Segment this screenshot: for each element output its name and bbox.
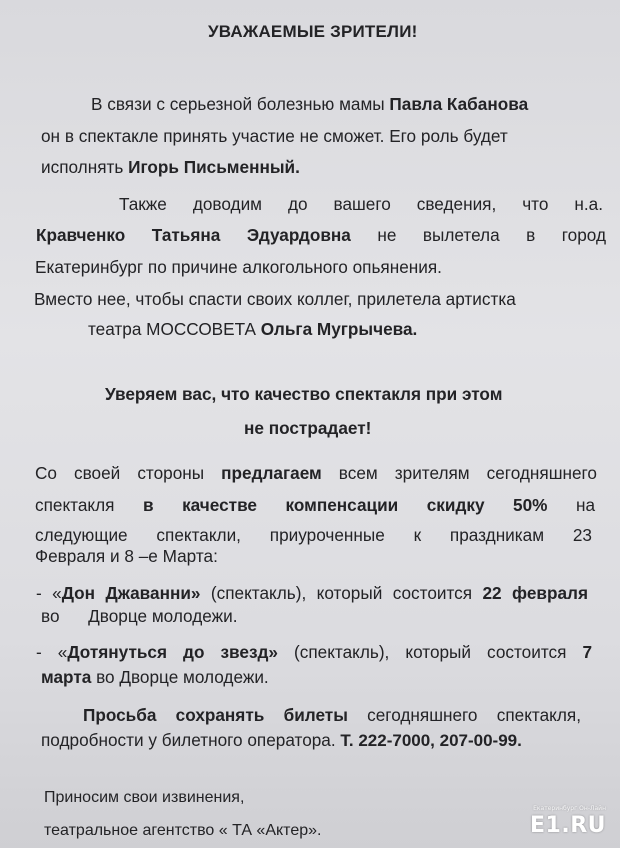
phone-numbers: Т. 222-7000, 207-00-99. — [340, 731, 522, 750]
offer-line3: следующие спектакли, приуроченные к праздникам 23 — [35, 525, 592, 545]
show-reach-stars: Дотянуться до звезд» — [67, 642, 278, 662]
show2-line2: марта во Дворце молодежи. — [41, 667, 269, 687]
name-kravchenko: Кравченко Татьяна Эдуардовна — [36, 225, 351, 245]
name-olga-mugrycheva: Ольга Мугрычева. — [260, 319, 418, 339]
closing-line2: театральное агентство « ТА «Актер». — [44, 822, 322, 839]
name-pavel-kabanov: Павла Кабанова — [389, 94, 529, 114]
offer-line4: Февраля и 8 –е Марта: — [35, 546, 218, 566]
p2-line3: Екатеринбург по причине алкогольного опьянения. — [35, 257, 442, 277]
e1-watermark — [530, 805, 606, 838]
discount-text: в качестве компенсации скидку 50% — [142, 495, 548, 515]
watermark-caption: Екатеринбург Он-Лайн — [533, 805, 606, 812]
offer-line1: Со своей стороны предлагаем всем зрителям сегодняшнего — [35, 463, 597, 483]
assurance-line2: не пострадает! — [244, 418, 372, 438]
show-don-juan: Дон Джаванни» — [61, 583, 201, 603]
offer-line2: спектакля в качестве компенсации скидку 50% на — [35, 495, 596, 515]
p2-line2: Кравченко Татьяна Эдуардовна не вылетела в город — [36, 225, 606, 245]
p1-line3: исполнять Игорь Письменный. — [41, 157, 300, 177]
name-igor-pismenny: Игорь Письменный. — [128, 157, 300, 177]
tickets-line1: Просьба сохранять билеты сегодняшнего спектакля, — [83, 705, 581, 725]
show1-date: 22 февраля — [482, 583, 588, 603]
p3-line1: Вместо нее, чтобы спасти своих коллег, прилетела артистка — [34, 289, 516, 309]
show1-line1: - «Дон Джаванни» (спектакль), который состоится 22 февраля — [36, 583, 588, 603]
show2-line1: - «Дотянуться до звезд» (спектакль), который состоится 7 — [36, 642, 593, 662]
closing-line1: Приносим свои извинения, — [44, 789, 245, 806]
notice-title: УВАЖАЕМЫЕ ЗРИТЕЛИ! — [208, 22, 418, 41]
e1-logo: E1.RU — [530, 813, 606, 838]
assurance-line1: Уверяем вас, что качество спектакля при этом — [105, 384, 503, 404]
show2-date-day: 7 — [582, 642, 593, 662]
p1-line2: он в спектакле принять участие не сможет. Его роль будет — [41, 126, 508, 146]
p2-line1: Также доводим до вашего сведения, что н.а. — [119, 194, 603, 214]
tickets-line2: подробности у билетного оператора. Т. 222-7000, 207-00-99. — [41, 730, 522, 750]
show1-line2: во Дворце молодежи. — [41, 606, 238, 626]
show2-date-month: марта — [41, 667, 92, 687]
p3-line2: театра МОССОВЕТА Ольга Мугрычева. — [88, 319, 418, 339]
p1-line1: В связи с серьезной болезнью мамы Павла Кабанова — [91, 94, 529, 114]
